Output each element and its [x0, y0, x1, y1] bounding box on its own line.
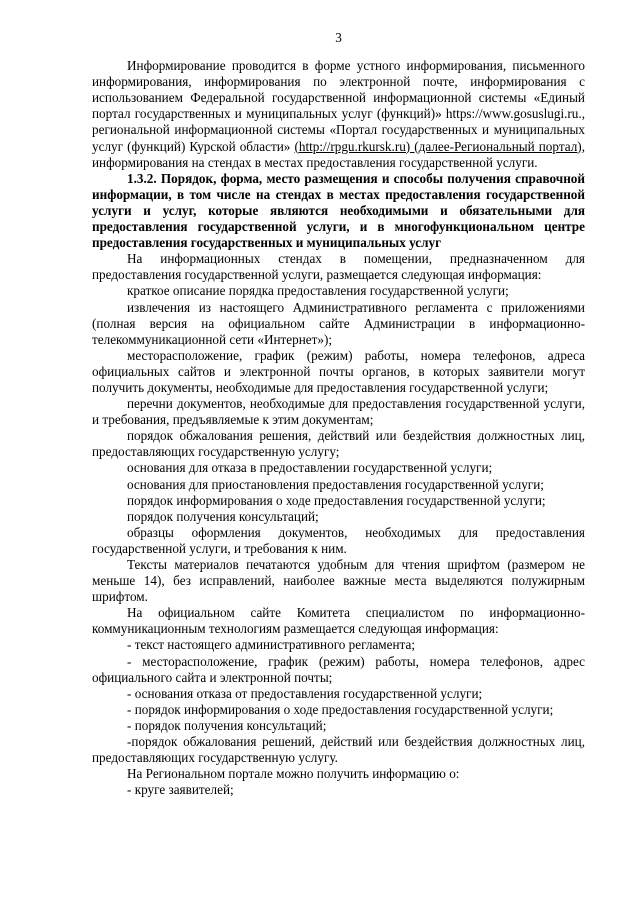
list-item: краткое описание порядка предоставления государственной услуги;: [127, 283, 509, 299]
regional-portal-link[interactable]: (http://rpgu.rkursk.ru) (далее-Региональный портал): [294, 138, 582, 154]
section-heading-1-3-2: 1.3.2. Порядок, форма, место размещения и способы получения справочной информации, в том числе на стендах в местах предоставления государственной услуги и услуг, которые являются необходимыми и обязательными для предоставления государственной услуги, и в многофункциональном центре предоставления государственных и муниципальных услуг: [92, 170, 585, 251]
paragraph-informing: [92, 58, 585, 171]
list-item: образцы оформления документов, необходимых для предоставления государственной услуги, и требования к ним.: [92, 524, 585, 556]
list-item: порядок информирования о ходе предоставления государственной услуги;: [127, 492, 546, 508]
page-number: 3: [335, 30, 342, 45]
paragraph-regional-portal-intro: На Региональном портале можно получить информацию о:: [127, 766, 460, 782]
paragraph-informing-end: , информирования на стендах в местах предоставления государственной услуги.: [92, 138, 585, 170]
list-item: извлечения из настоящего Административного регламента с приложениями (полная версия на официальном сайте Администрации в информационно-телекоммуникационной сети «Интернет»);: [92, 299, 585, 347]
official-site-info-list: [92, 637, 585, 766]
paragraph-font-requirements: Тексты материалов печатаются удобным для чтения шрифтом (размером не меньше 14), без исправлений, наиболее важные места выделяются полужирным шрифтом.: [92, 557, 585, 605]
list-item: -порядок обжалования решений, действий или бездействия должностных лиц, предоставляющих государственную услугу.: [92, 734, 585, 766]
list-item: - круге заявителей;: [127, 782, 234, 798]
list-item: - порядок получения консультаций;: [127, 717, 327, 733]
paragraph-official-site-intro: На официальном сайте Комитета специалистом по информационно-коммуникационным технологиям размещается следующая информация:: [92, 605, 585, 637]
list-item: перечни документов, необходимые для предоставления государственной услуги, и требования, предъявляемые к этим документам;: [92, 396, 585, 428]
list-item: - месторасположение, график (режим) работы, номера телефонов, адрес официального сайта и электронной почты;: [92, 653, 585, 685]
list-item: основания для отказа в предоставлении государственной услуги;: [127, 460, 493, 476]
list-item: - основания отказа от предоставления государственной услуги;: [127, 685, 483, 701]
list-item: порядок обжалования решения, действий или бездействия должностных лиц, предоставляющих государственную услугу;: [92, 428, 585, 460]
list-item: - текст настоящего административного регламента;: [127, 637, 415, 653]
list-item: месторасположение, график (режим) работы, номера телефонов, адреса официальных сайтов и электронной почты органов, в которых заявители могут получить документы, необходимые для предоставления государственной услуги;: [92, 347, 585, 395]
stand-info-list: [92, 283, 585, 557]
paragraph-stands-intro: На информационных стендах в помещении, предназначенном для предоставления государственной услуги, размещается следующая информация:: [92, 251, 585, 283]
list-item: основания для приостановления предоставления государственной услуги;: [127, 476, 544, 492]
list-item: - порядок информирования о ходе предоставления государственной услуги;: [127, 701, 554, 717]
list-item: порядок получения консультаций;: [127, 508, 319, 524]
paragraph-informing-text: Информирование проводится в форме устного информирования, письменного информирования, информирования по электронной почте, информирования с использованием Федеральной государственной информационной системы «Единый портал государственных и муниципальных услуг (функций)» https://www.gosuslugi.ru., региональной информационной системы «Портал государственных и муниципальных услуг (функций) Курской области»: [92, 58, 585, 154]
regional-portal-info-list: [92, 782, 585, 798]
